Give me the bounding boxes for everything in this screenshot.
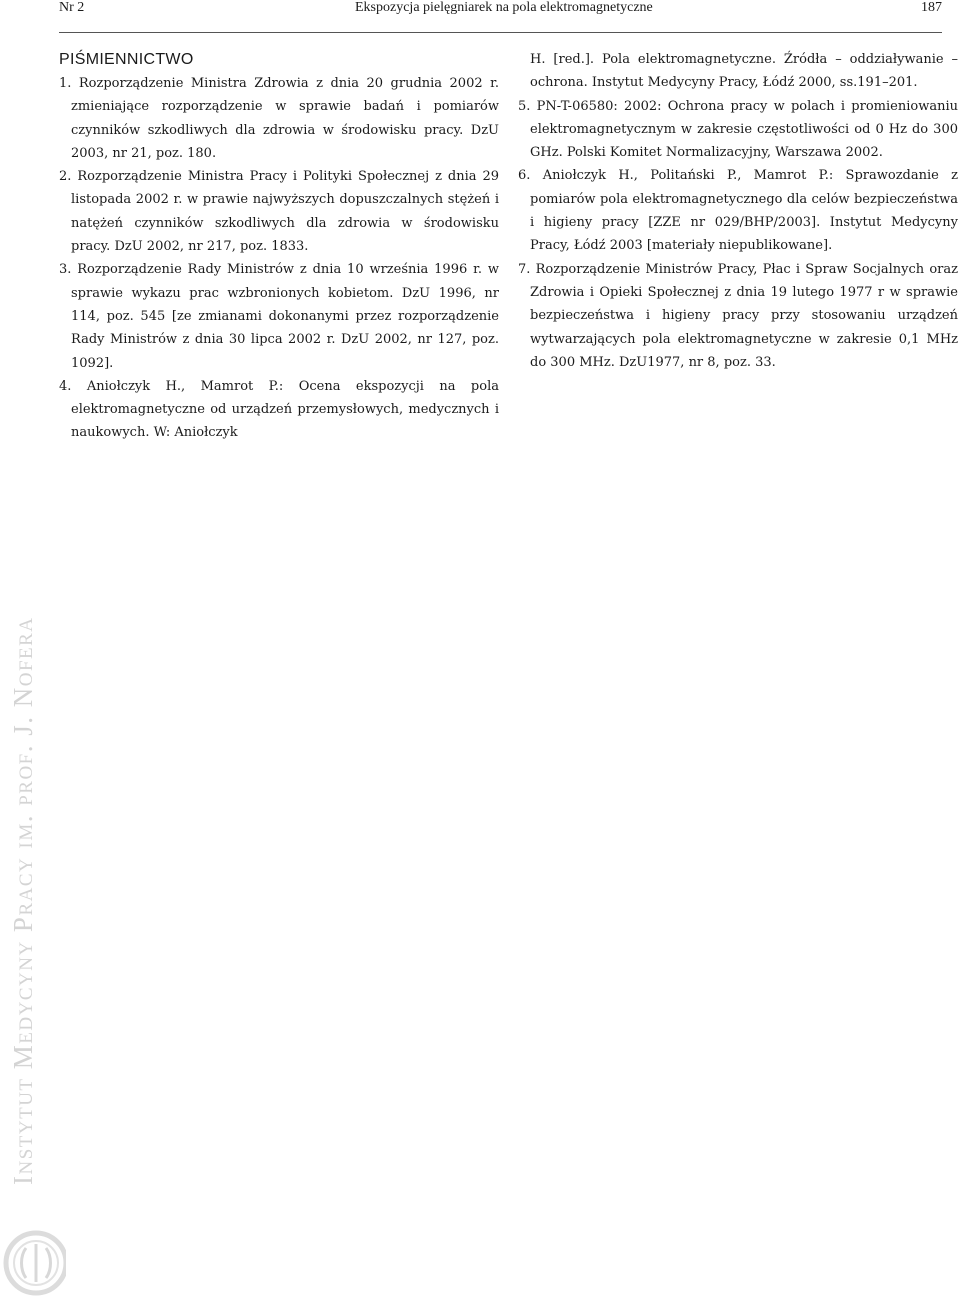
reference-item: 3. Rozporządzenie Rady Ministrów z dnia 10 września 1996 r. w sprawie wykazu prac wzbronionych kobietom. DzU 1996, nr 114, poz. 545 [ze zmianami dokonanymi przez rozporządzenie Rady Ministrów z dnia 30 lipca 2002 r. DzU 2002, nr 127, poz. 1092]. <box>59 262 499 371</box>
reference-list-right <box>518 48 958 374</box>
institute-seal-logo <box>0 1218 66 1296</box>
section-title: PIŚMIENNICTWO <box>59 51 194 68</box>
running-title: Ekspozycja pielęgniarek na pola elektromagnetyczne <box>355 0 653 15</box>
institute-watermark: Instytut Medycyny Pracy im. prof. J. Nofera <box>8 616 38 1185</box>
reference-list-left <box>59 72 499 445</box>
right-column <box>518 48 958 374</box>
reference-item: 2. Rozporządzenie Ministra Pracy i Polityki Społecznej z dnia 29 listopada 2002 r. w prawie najwyższych dopuszczalnych stężeń i natężeń czynników szkodliwych dla zdrowia w środowisku pracy. DzU 2002, nr 217, poz. 1833. <box>59 169 499 255</box>
reference-item: 6. Aniołczyk H., Politański P., Mamrot P.: Sprawozdanie z pomiarów pola elektromagnetycznego dla celów bezpieczeństwa i higieny pracy [ZZE nr 029/BHP/2003]. Instytut Medycyny Pracy, Łódź 2003 [materiały niepublikowane]. <box>518 168 958 254</box>
reference-item: 5. PN-T-06580: 2002: Ochrona pracy w polach i promieniowaniu elektromagnetycznym w zakresie częstotliwości od 0 Hz do 300 GHz. Polski Komitet Normalizacyjny, Warszawa 2002. <box>518 98 958 161</box>
left-column <box>59 48 499 445</box>
reference-item: 1. Rozporządzenie Ministra Zdrowia z dnia 20 grudnia 2002 r. zmieniające rozporządzenie w sprawie badań i pomiarów czynników szkodliwych dla zdrowia w środowisku pracy. DzU 2003, nr 21, poz. 180. <box>59 76 499 161</box>
running-header <box>59 0 942 33</box>
reference-item-continued: H. [red.]. Pola elektromagnetyczne. Źródła – oddziaływanie – ochrona. Instytut Medycyny Pracy, Łódź 2000, ss.191–201. <box>530 52 958 91</box>
reference-item: 4. Aniołczyk H., Mamrot P.: Ocena ekspozycji na pola elektromagnetyczne od urządzeń przemysłowych, medycznych i naukowych. W: Aniołczyk <box>59 378 499 441</box>
reference-item: 7. Rozporządzenie Ministrów Pracy, Płac i Spraw Socjalnych oraz Zdrowia i Opieki Społecznej z dnia 19 lutego 1977 r w sprawie bezpieczeństwa i higieny pracy przy stosowaniu urządzeń wytwarzających pola elektromagnetyczne w zakresie 0,1 MHz do 300 MHz. DzU1977, nr 8, poz. 33. <box>518 261 958 370</box>
issue-number: Nr 2 <box>59 0 85 15</box>
page-number: 187 <box>921 0 942 15</box>
